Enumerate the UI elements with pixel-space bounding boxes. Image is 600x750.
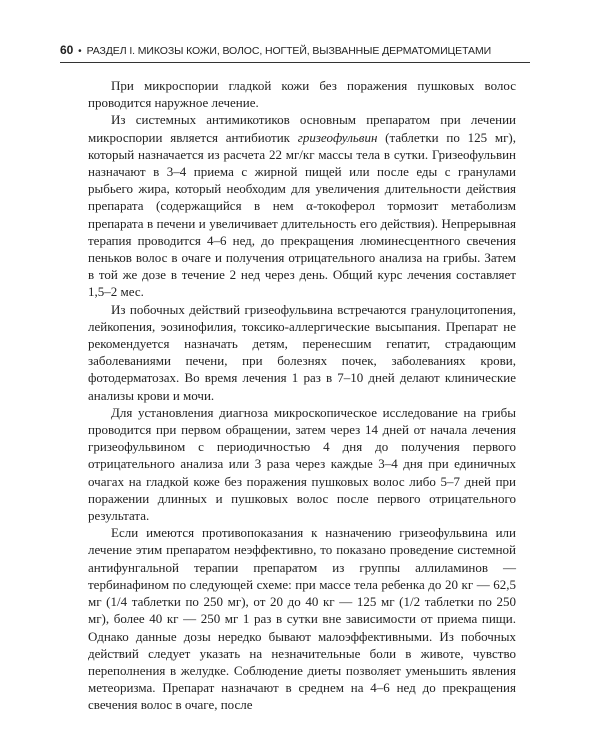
bullet-separator: • [78,46,82,57]
paragraph-4: Для установления диагноза микроскопическое исследование на грибы проводится при первом обращении, затем через 14 дней от начала лечения гризеофульвином с периодичностью 4 дня до получения первого отрицательного анализа или 3 раза через каждые 3–4 дня при единичных очагах на гладкой коже без поражения пушковых волос либо 5–7 дней при поражении длинных и пушковых волос после первого отрицательного результата. [88,404,516,524]
section-title: РАЗДЕЛ I. МИКОЗЫ КОЖИ, ВОЛОС, НОГТЕЙ, ВЫЗВАННЫЕ ДЕРМАТОМИЦЕТАМИ [86,45,492,57]
paragraph-1: При микроспории гладкой кожи без поражения пушковых волос проводится наружное лечение. [88,78,516,111]
page-number: 60 [60,43,74,57]
paragraph-3: Из побочных действий гризеофульвина встречаются гранулоцитопения, лейкопения, эозинофилия, токсико-аллергические высыпания. Препарат не рекомендуется назначать детям, перенесшим гепатит, страдающим заболеваниями печени, при болезнях почек, заболеваниях крови, фотодерматозах. Во время лечения 1 раз в 7–10 дней делают клинические анализы крови и мочи. [88,301,516,403]
header-rule [60,62,530,63]
body-text [88,77,516,714]
running-header [60,43,530,59]
paragraph-5: Если имеются противопоказания к назначению гризеофульвина или лечение этим препаратом неэффективно, то показано проведение системной антифунгальной терапии препаратом из группы аллиламинов — тербинафином по следующей схеме: при массе тела ребенка до 20 кг — 62,5 мг (1/4 таблетки по 250 мг), от 20 до 40 кг — 125 мг (1/2 таблетки по 250 мг), более 40 кг — 250 мг 1 раз в сутки вне зависимости от приема пищи. Однако данные дозы нередко бывают малоэффективными. Из побочных действий следует указать на незначительные боли в животе, чувство переполнения в желудке. Соблюдение диеты позволяет уменьшить явления метеоризма. Препарат назначают в среднем на 4–6 нед до прекращения свечения волос в очаге, после [88,525,516,713]
paragraph-2: Из системных антимикотиков основным препаратом при лечении микроспории является антибиотик гризеофульвин (таблетки по 125 мг), который назначается из расчета 22 мг/кг массы тела в сутки. Гризеофульвин назначают в 3–4 приема с жирной пищей или после еды с гранулами рыбьего жира, который необходим для увеличения длительности действия препарата (содержащийся в нем α-токоферол тормозит метаболизм препарата в печени и увеличивает длительность его действия). Непрерывная терапия проводится 4–6 нед, до прекращения люминесцентного свечения пеньков волос в очаге и получения отрицательного анализа на грибы. Затем в той же дозе в течение 2 нед через день. Общий курс лечения составляет 1,5–2 мес. [88,112,516,300]
